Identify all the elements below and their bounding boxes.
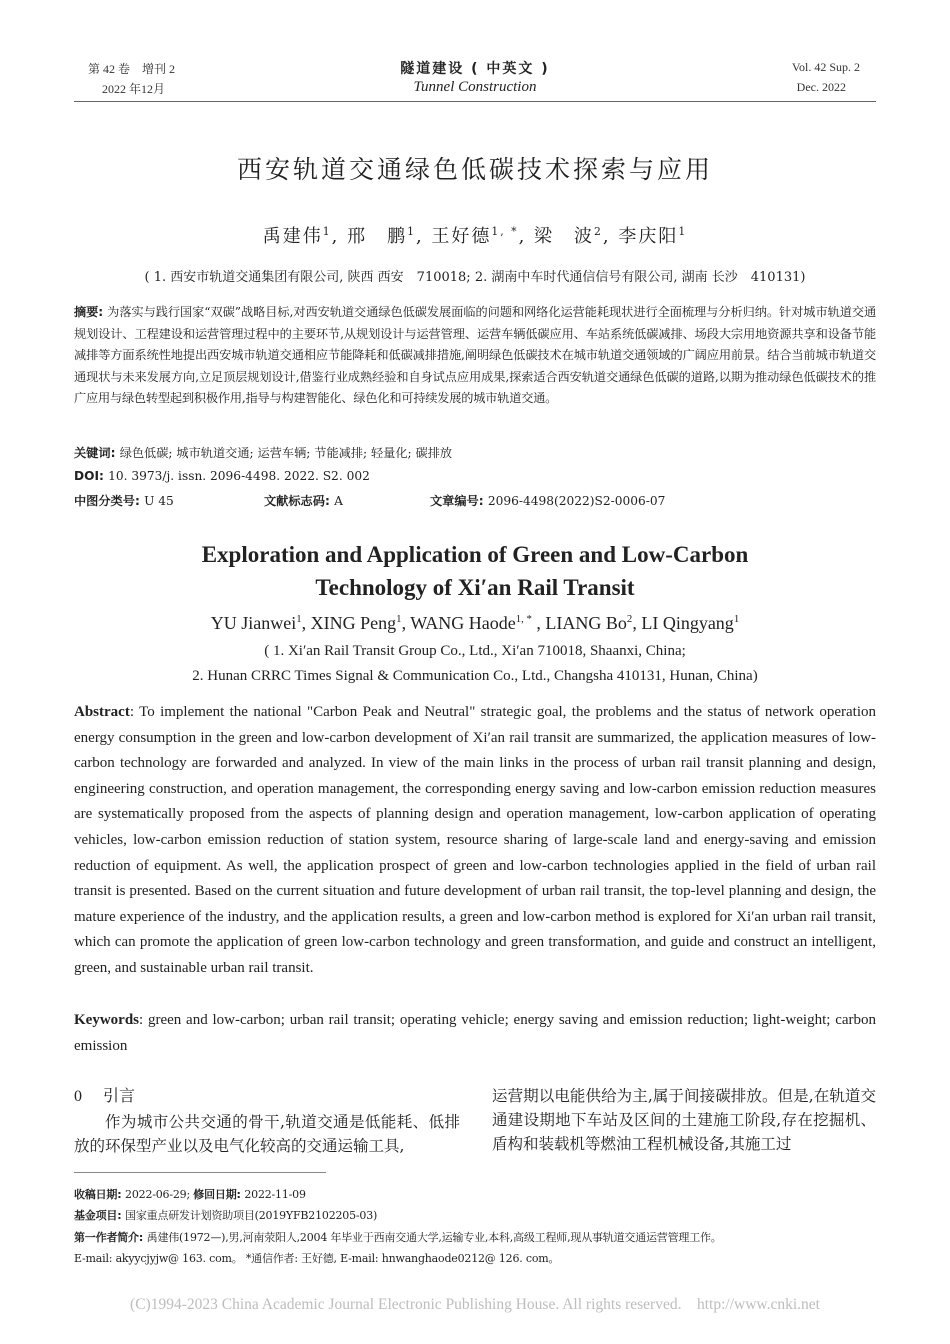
en-author-name: LI Qingyang [641, 613, 734, 633]
keywords-text-cn: 绿色低碳; 城市轨道交通; 运营车辆; 节能减排; 轻量化; 碳排放 [119, 446, 453, 460]
cn-author-affil-marker: 1 [322, 225, 332, 238]
header-date-en: Dec. 2022 [796, 80, 846, 94]
doc-code-value: A [334, 494, 343, 508]
section-title: 引言 [102, 1086, 135, 1105]
affiliation-en-line1: ( 1. Xi′an Rail Transit Group Co., Ltd., Xi′an 710018, Shaanxi, China; [264, 643, 686, 659]
intro-paragraph-right: 运营期以电能供给为主,属于间接碳排放。但是,在轨道交通建设期地下车站及区间的土建施工阶段,存在挖掘机、盾构和装载机等燃油工程机械设备,其施工过 [492, 1087, 876, 1153]
keywords-label-cn: 关键词 [74, 446, 111, 460]
revised-date: 2022-11-09 [244, 1188, 306, 1201]
en-author-name: YU Jianwei [210, 613, 297, 633]
author-list-en [0, 613, 950, 634]
paper-title-en-line2: Technology of Xi′an Rail Transit [315, 575, 635, 600]
abstract-cn: 摘要: 为落实与践行国家“双碳”战略目标,对西安轨道交通绿色低碳发展面临的问题和网络化运营能耗现状进行全面梳理与分析归纳。针对城市轨道交通规划设计、工程建设和运营管理过程中的主要环节,从规划设计与运营管理、运营车辆低碳应用、车站系统低碳减排、场段大宗用地资源共享和设备节能减排等方面系统性地提出西安城市轨道交通相应节能降耗和低碳减排措施,阐明绿色低碳技术在城市轨道交通领域的广阔应用前景。结合当前城市轨道交通现状与未来发展方向,立足顶层规划设计,借鉴行业成熟经验和自身试点应用成果,探索适合西安轨道交通绿色低碳的道路,以期为推动绿色低碳技术的推广应用与绿色转型起到积极作用,指导与构建智能化、绿色化和可持续发展的城市轨道交通。 [74, 305, 876, 406]
doi-value[interactable]: 10. 3973/j. issn. 2096-4498. 2022. S2. 002 [108, 469, 370, 483]
doc-code-label: 文献标志码 [264, 494, 325, 508]
header-volume-en: Vol. 42 Sup. 2 [791, 60, 860, 74]
keywords-cn: 关键词: 绿色低碳; 城市轨道交通; 运营车辆; 节能减排; 轻量化; 碳排放 [74, 446, 453, 460]
clc-line: 中图分类号: U 45 [74, 494, 174, 508]
cn-author-name: 邢 鹏 [347, 226, 408, 247]
abstract-label-en: Abstract [74, 704, 130, 720]
journal-name-en: Tunnel Construction [413, 79, 537, 95]
cn-author-separator: , [415, 226, 432, 247]
revised-label: 修回日期 [193, 1188, 237, 1201]
intro-paragraph-left: 作为城市公共交通的骨干,轨道交通是低能耗、低排放的环保型产业以及电气化较高的交通运输工具, [74, 1113, 460, 1155]
article-no-line: 文章编号: 2096-4498(2022)S2-0006-07 [430, 494, 666, 508]
keywords-en: Keywords: green and low-carbon; urban rail transit; operating vehicle; energy saving and emission reduction; light-weight; carbon emission [74, 1012, 877, 1054]
en-author-separator: , [531, 613, 546, 633]
footnote-fund: 基金项目: 国家重点研发计划资助项目(2019YFB2102205-03) [74, 1209, 378, 1222]
abstract-label-cn: 摘要 [74, 305, 99, 319]
journal-name-cn: 隧道建设 ( 中英文 ) [400, 61, 550, 77]
en-author-name: LIANG Bo [545, 613, 627, 633]
en-author-affil-marker: 1, * [515, 613, 532, 625]
cnki-watermark: (C)1994-2023 China Academic Journal Electronic Publishing House. All rights reserved. http://www.cnki.net [130, 1296, 820, 1313]
abstract-text-en: To implement the national "Carbon Peak and Neutral" strategic goal, the problems and the status of network operation energy consumption in the green and low-carbon development of Xi′an rail transit are summarized, the application measures of low-carbon technology are forwarded and analyzed. In view of the main links in the process of urban rail transit planning and design, engineering construction, and operation management, the corresponding energy saving and low-carbon emission reduction measures are systematically proposed from the aspects of planning design and operation management, low-carbon application of operating vehicles, low-carbon emission reduction of station system, resource sharing of large-scale land and energy-saving and emission reduction of equipment. As well, the application prospect of green and low-carbon technologies applied in the field of urban rail transit is presented. Based on the current situation and future development of urban rail transit, the top-level planning and design, the mature experience of the industry, and the application results, a green and low-carbon method is explored for Xi′an urban rail transit, which can promote the application of green low-carbon technology and green transformation, and guide and construct an intelligent, green, and sustainable urban rail transit. [74, 704, 876, 976]
paper-title-cn: 西安轨道交通绿色低碳技术探索与应用 [236, 155, 713, 184]
doi-line: DOI: 10. 3973/j. issn. 2096-4498. 2022. S2. 002 [74, 469, 370, 483]
affiliation-en-line2: 2. Hunan CRRC Times Signal & Communication Co., Ltd., Changsha 410131, Hunan, China) [192, 668, 758, 684]
section-heading [74, 1084, 460, 1109]
author-bio-text: 禹建伟(1972—),男,河南荥阳人,2004 年毕业于西南交通大学,运输专业,本科,高级工程师,现从事轨道交通运营管理工作。 [146, 1231, 722, 1244]
clc-label: 中图分类号 [74, 494, 135, 508]
cn-author-separator: , [518, 226, 535, 247]
en-author-separator: , [632, 613, 642, 633]
header-rule [74, 101, 876, 102]
article-no-value: 2096-4498(2022)S2-0006-07 [487, 494, 666, 508]
abstract-text-cn: 为落实与践行国家“双碳”战略目标,对西安轨道交通绿色低碳发展面临的问题和网络化运营能耗现状进行全面梳理与分析归纳。针对城市轨道交通规划设计、工程建设和运营管理过程中的主要环节,从规划设计与运营管理、运营车辆低碳应用、车站系统低碳减排、场段大宗用地资源共享和设备节能减排等方面系统性地提出西安城市轨道交通相应节能降耗和低碳减排措施,阐明绿色低碳技术在城市轨道交通领域的广阔应用前景。结合当前城市轨道交通现状与未来发展方向,立足顶层规划设计,借鉴行业成熟经验和自身试点应用成果,探索适合西安轨道交通绿色低碳的道路,以期为推动绿色低碳技术的推广应用与绿色转型起到积极作用,指导与构建智能化、绿色化和可持续发展的城市轨道交通。 [74, 305, 876, 406]
keywords-text-en: green and low-carbon; urban rail transit; operating vehicle; energy saving and emission reduction; light-weight; carbon emission [74, 1012, 877, 1054]
en-author-separator: , [401, 613, 411, 633]
article-no-label: 文章编号 [430, 494, 479, 508]
doc-code-line: 文献标志码: A [264, 494, 343, 508]
clc-value: U 45 [144, 494, 174, 508]
cn-author-affil-marker: 1 [407, 225, 416, 238]
paper-title-en [0, 538, 950, 604]
intro-left-column [74, 1084, 460, 1158]
affiliation-cn: ( 1. 西安市轨道交通集团有限公司, 陕西 西安 710018; 2. 湖南中车时代通信信号有限公司, 湖南 长沙 410131) [144, 270, 806, 285]
section-number: 0 [74, 1088, 82, 1105]
header-date-cn: 2022 年12月 [102, 82, 166, 96]
en-author-name: XING Peng [310, 613, 397, 633]
en-author-affil-marker: 1 [296, 613, 302, 625]
author-bio-label: 第一作者简介 [74, 1231, 139, 1244]
cn-author-name: 王好德 [431, 226, 492, 247]
cn-author-name: 禹建伟 [262, 226, 323, 247]
author-list-cn [0, 222, 950, 248]
cn-author-separator: , [331, 226, 348, 247]
footnote-author: 第一作者简介: 禹建伟(1972—),男,河南荥阳人,2004 年毕业于西南交通大学,运输专业,本科,高级工程师,现从事轨道交通运营管理工作。 [74, 1231, 722, 1244]
en-author-name: WANG Haode [410, 613, 516, 633]
abstract-en: Abstract: To implement the national "Carbon Peak and Neutral" strategic goal, the problems and the status of network operation energy consumption in the green and low-carbon development of Xi′an rail transit are summarized, the application measures of low-carbon technology are forwarded and analyzed. In view of the main links in the process of urban rail transit planning and design, engineering construction, and operation management, the corresponding energy saving and low-carbon emission reduction measures are systematically proposed from the aspects of planning design and operation management, low-carbon application of operating vehicles, low-carbon emission reduction of station system, resource sharing of large-scale land and energy-saving and emission reduction of equipment. As well, the application prospect of green and low-carbon technologies applied in the field of urban rail transit is presented. Based on the current situation and future development of urban rail transit, the top-level planning and design, the mature experience of the industry, and the application results, a green and low-carbon method is explored for Xi′an urban rail transit, which can promote the application of green low-carbon technology and green transformation, and guide and construct an intelligent, green, and sustainable urban rail transit. [74, 704, 876, 976]
cn-author-name: 李庆阳 [618, 226, 679, 247]
header-volume: 第 42 卷 增刊 2 [88, 62, 176, 76]
keywords-label-en: Keywords [74, 1012, 139, 1028]
doi-label: DOI [74, 469, 100, 483]
received-date: 2022-06-29 [125, 1188, 187, 1201]
cn-author-separator: , [602, 226, 619, 247]
en-author-separator: , [301, 613, 311, 633]
cn-author-affil-marker: 1, * [491, 225, 519, 238]
paper-title-en-line1: Exploration and Application of Green and Low-Carbon [201, 542, 749, 567]
received-label: 收稿日期 [74, 1188, 118, 1201]
cn-author-affil-marker: 1 [678, 225, 688, 238]
footnote-email: E-mail: akyycjyjw@ 163. com。 *通信作者: 王好德, E-mail: hnwanghaode0212@ 126. com。 [74, 1252, 560, 1265]
en-author-affil-marker: 1 [733, 613, 740, 625]
cn-author-affil-marker: 2 [594, 225, 603, 238]
en-author-affil-marker: 1 [396, 613, 402, 625]
en-author-affil-marker: 2 [626, 613, 633, 625]
cn-author-name: 梁 波 [534, 226, 595, 247]
fund-text: 国家重点研发计划资助项目(2019YFB2102205-03) [125, 1209, 378, 1222]
fund-label: 基金项目 [74, 1209, 118, 1222]
footnote-dates: 收稿日期: 2022-06-29; 修回日期: 2022-11-09 [74, 1188, 306, 1201]
footnote-rule [74, 1172, 326, 1173]
